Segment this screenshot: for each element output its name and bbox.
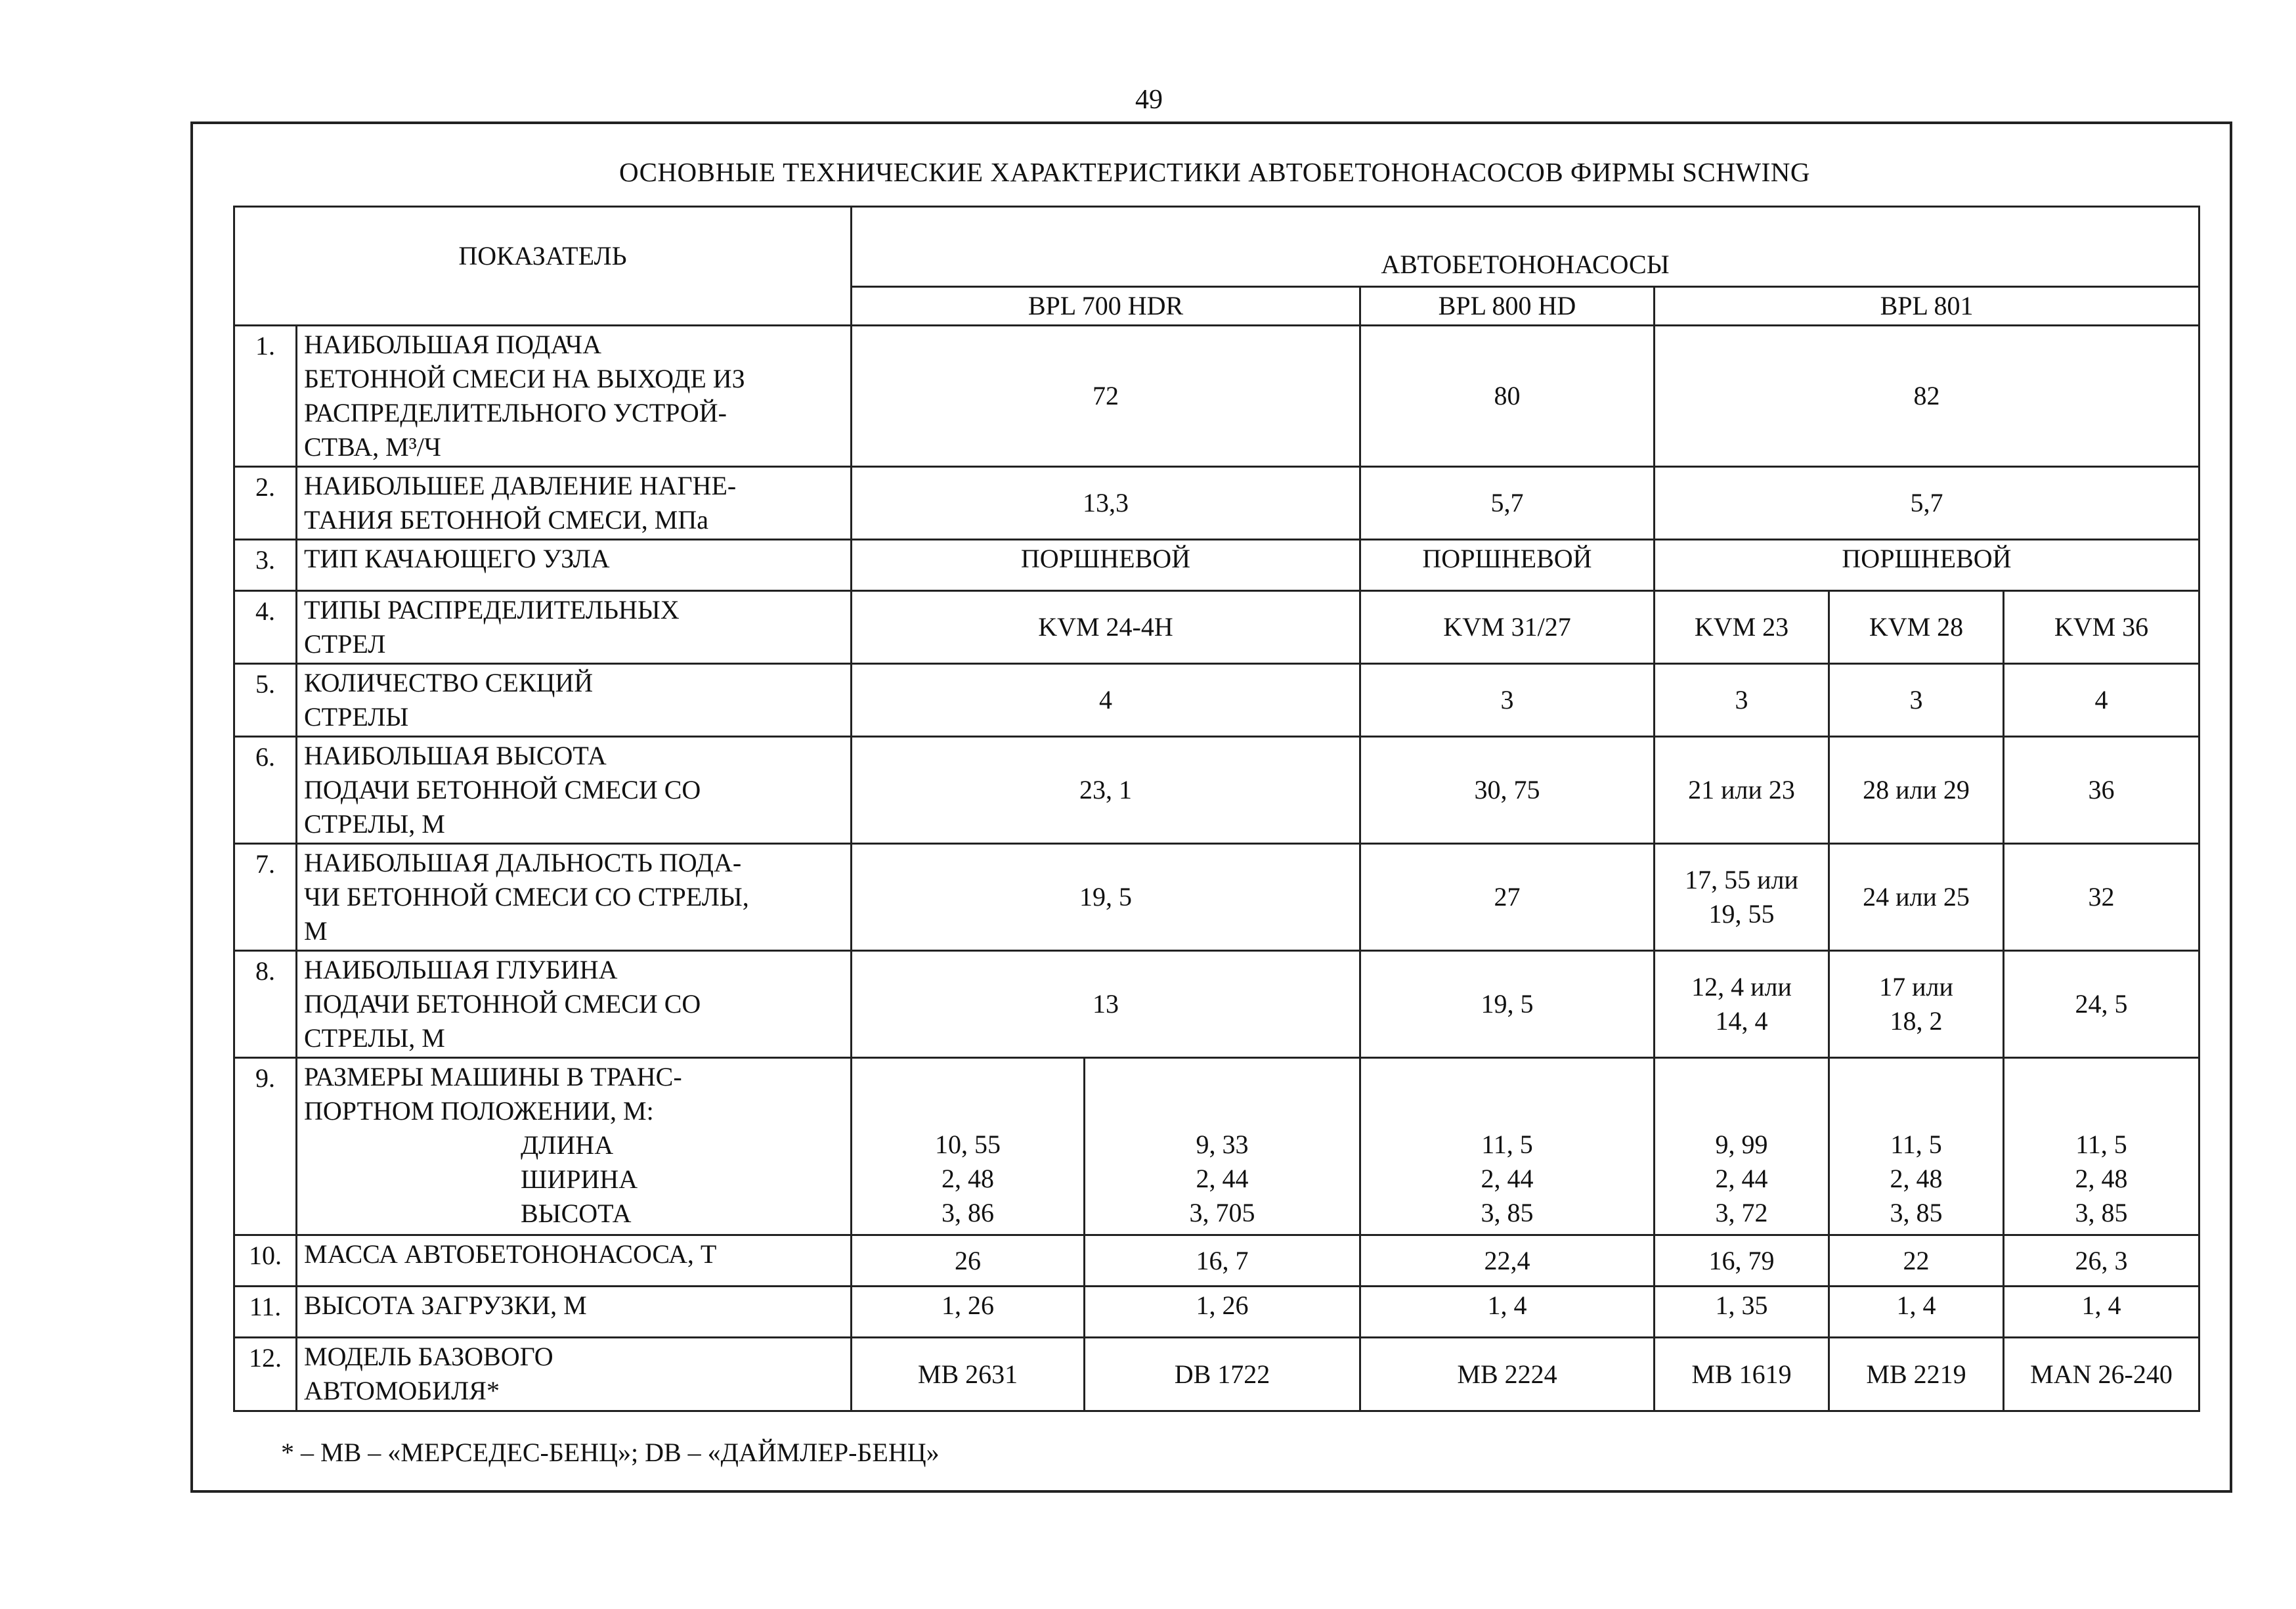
row-label: НАИБОЛЬШЕЕ ДАВЛЕНИЕ НАГНЕ- ТАНИЯ БЕТОННОЙ СМЕСИ, МПа	[297, 467, 852, 540]
cell-value: 9, 99 2, 44 3, 72	[1655, 1058, 1829, 1235]
cell-value: 17, 55 или 19, 55	[1655, 844, 1829, 951]
header-parameter: ПОКАЗАТЕЛЬ	[234, 207, 852, 326]
row-number: 4.	[234, 591, 297, 664]
row-label: РАЗМЕРЫ МАШИНЫ В ТРАНС- ПОРТНОМ ПОЛОЖЕНИИ, М: ДЛИНА ШИРИНА ВЫСОТА	[297, 1058, 852, 1235]
cell-value: ПОРШНЕВОЙ	[1360, 540, 1655, 591]
row-number: 9.	[234, 1058, 297, 1235]
cell-value: 12, 4 или 14, 4	[1655, 951, 1829, 1058]
cell-value: МВ 2631	[852, 1338, 1085, 1411]
cell-value: KVM 24-4H	[852, 591, 1360, 664]
cell-value: DB 1722	[1085, 1338, 1360, 1411]
cell-value: 5,7	[1360, 467, 1655, 540]
cell-value: 24 или 25	[1829, 844, 2004, 951]
cell-value: 13,3	[852, 467, 1360, 540]
cell-value: 1, 4	[2004, 1287, 2199, 1338]
cell-value: 28 или 29	[1829, 737, 2004, 844]
cell-value: 80	[1360, 326, 1655, 467]
row-number: 12.	[234, 1338, 297, 1411]
cell-value: 27	[1360, 844, 1655, 951]
cell-value: 36	[2004, 737, 2199, 844]
cell-value: 13	[852, 951, 1360, 1058]
table-row	[234, 1338, 2199, 1411]
cell-value: 24, 5	[2004, 951, 2199, 1058]
cell-value: 5,7	[1655, 467, 2199, 540]
cell-value: 11, 5 2, 48 3, 85	[1829, 1058, 2004, 1235]
cell-value: 4	[852, 664, 1360, 737]
row-label: МОДЕЛЬ БАЗОВОГО АВТОМОБИЛЯ*	[297, 1338, 852, 1411]
cell-value: 1, 35	[1655, 1287, 1829, 1338]
cell-value: 16, 79	[1655, 1235, 1829, 1287]
cell-value: 11, 5 2, 48 3, 85	[2004, 1058, 2199, 1235]
page-title: ОСНОВНЫЕ ТЕХНИЧЕСКИЕ ХАРАКТЕРИСТИКИ АВТОБЕТОНОНАСОСОВ ФИРМЫ SCHWING	[618, 157, 1811, 187]
footnote: * – МВ – «МЕРСЕДЕС-БЕНЦ»; DB – «ДАЙМЛЕР-БЕНЦ»	[281, 1438, 940, 1467]
cell-value: 32	[2004, 844, 2199, 951]
row-number: 10.	[234, 1235, 297, 1287]
header-model: BPL 801	[1655, 287, 2199, 326]
row-number: 5.	[234, 664, 297, 737]
cell-value: 4	[2004, 664, 2199, 737]
header-model: BPL 800 HD	[1360, 287, 1655, 326]
table-row	[234, 540, 2199, 591]
table-row	[234, 1058, 2199, 1235]
cell-value: 9, 33 2, 44 3, 705	[1085, 1058, 1360, 1235]
cell-value: 1, 26	[852, 1287, 1085, 1338]
row-label: ВЫСОТА ЗАГРУЗКИ, М	[297, 1287, 852, 1338]
table-row	[234, 737, 2199, 844]
cell-value: 17 или 18, 2	[1829, 951, 2004, 1058]
table-row	[234, 467, 2199, 540]
cell-value: 21 или 23	[1655, 737, 1829, 844]
row-number: 8.	[234, 951, 297, 1058]
table-row	[234, 1287, 2199, 1338]
cell-value: KVM 23	[1655, 591, 1829, 664]
cell-value: 3	[1360, 664, 1655, 737]
row-label: НАИБОЛЬШАЯ ГЛУБИНА ПОДАЧИ БЕТОННОЙ СМЕСИ СО СТРЕЛЫ, М	[297, 951, 852, 1058]
table-row	[234, 1235, 2199, 1287]
row-label: МАССА АВТОБЕТОНОНАСОСА, Т	[297, 1235, 852, 1287]
header-model: BPL 700 HDR	[852, 287, 1360, 326]
cell-value: MAN 26-240	[2004, 1338, 2199, 1411]
row-number: 11.	[234, 1287, 297, 1338]
table-row	[234, 664, 2199, 737]
row-number: 2.	[234, 467, 297, 540]
row-number: 1.	[234, 326, 297, 467]
cell-value: МВ 1619	[1655, 1338, 1829, 1411]
page-number: 49	[1135, 85, 1163, 115]
cell-value: 22,4	[1360, 1235, 1655, 1287]
row-number: 7.	[234, 844, 297, 951]
cell-value: 26, 3	[2004, 1235, 2199, 1287]
cell-value: 1, 4	[1360, 1287, 1655, 1338]
row-label: НАИБОЛЬШАЯ ВЫСОТА ПОДАЧИ БЕТОННОЙ СМЕСИ СО СТРЕЛЫ, М	[297, 737, 852, 844]
row-number: 6.	[234, 737, 297, 844]
cell-value: 3	[1829, 664, 2004, 737]
table-row	[234, 591, 2199, 664]
header-pumps-group: АВТОБЕТОНОНАСОСЫ	[852, 207, 2199, 287]
cell-value: 10, 55 2, 48 3, 86	[852, 1058, 1085, 1235]
cell-value: 26	[852, 1235, 1085, 1287]
table-row	[234, 844, 2199, 951]
specifications-table	[233, 206, 2200, 1412]
cell-value: 19, 5	[852, 844, 1360, 951]
row-number: 3.	[234, 540, 297, 591]
table-row	[234, 326, 2199, 467]
cell-value: МВ 2219	[1829, 1338, 2004, 1411]
table-row	[234, 951, 2199, 1058]
row-label: НАИБОЛЬШАЯ ПОДАЧА БЕТОННОЙ СМЕСИ НА ВЫХОДЕ ИЗ РАСПРЕДЕЛИТЕЛЬНОГО УСТРОЙ- СТВА, М³/Ч	[297, 326, 852, 467]
dimension-labels: ДЛИНА ШИРИНА ВЫСОТА	[521, 1130, 638, 1228]
cell-value: 11, 5 2, 44 3, 85	[1360, 1058, 1655, 1235]
cell-value: 1, 4	[1829, 1287, 2004, 1338]
cell-value: 82	[1655, 326, 2199, 467]
cell-value: 22	[1829, 1235, 2004, 1287]
cell-value: 23, 1	[852, 737, 1360, 844]
cell-value: ПОРШНЕВОЙ	[852, 540, 1360, 591]
row-label: ТИП КАЧАЮЩЕГО УЗЛА	[297, 540, 852, 591]
cell-value: 1, 26	[1085, 1287, 1360, 1338]
row-label: КОЛИЧЕСТВО СЕКЦИЙ СТРЕЛЫ	[297, 664, 852, 737]
cell-value: 30, 75	[1360, 737, 1655, 844]
cell-value: KVM 28	[1829, 591, 2004, 664]
cell-value: МВ 2224	[1360, 1338, 1655, 1411]
cell-value: ПОРШНЕВОЙ	[1655, 540, 2199, 591]
cell-value: KVM 36	[2004, 591, 2199, 664]
cell-value: KVM 31/27	[1360, 591, 1655, 664]
cell-value: 16, 7	[1085, 1235, 1360, 1287]
cell-value: 3	[1655, 664, 1829, 737]
cell-value: 72	[852, 326, 1360, 467]
row-label: НАИБОЛЬШАЯ ДАЛЬНОСТЬ ПОДА- ЧИ БЕТОННОЙ СМЕСИ СО СТРЕЛЫ, М	[297, 844, 852, 951]
cell-value: 19, 5	[1360, 951, 1655, 1058]
row-label: ТИПЫ РАСПРЕДЕЛИТЕЛЬНЫХ СТРЕЛ	[297, 591, 852, 664]
